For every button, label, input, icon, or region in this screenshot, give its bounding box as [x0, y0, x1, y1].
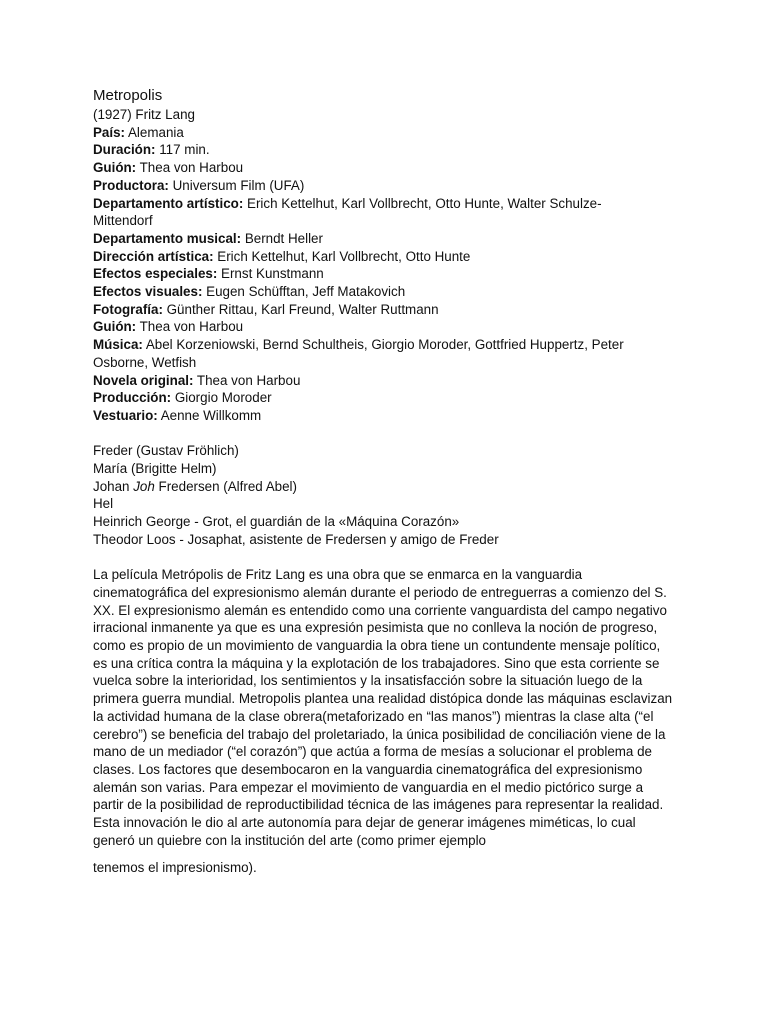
cast-johan-rest: Fredersen (Alfred Abel) [154, 478, 297, 494]
document-page [93, 86, 683, 876]
cast-johan-nickname: Joh [133, 478, 155, 494]
body-paragraph: La película Metrópolis de Fritz Lang es una obra que se enmarca en la vanguardia cinematográfica del expresionismo alemán durante el periodo de entreguerras a comienzo del S. XX. El expresionismo alemán es entendido como una corriente vanguardista del campo negativo irracional inmanente ya que es una expresión pesimista que no conlleva la noción de progreso, como es propio de un movimiento de vanguardia la obra tiene un contundente mensaje político, es una crítica contra la máquina y la explotación de los trabajadores. Sino que esta corriente se vuelca sobre la interioridad, los sentimientos y la insatisfacción sobre la situación luego de la primera guerra mundial. Metropolis plantea una realidad distópica donde las máquinas esclavizan la actividad humana de la clase obrera(metaforizado en “las manos”) mientras la clase alta (“el cerebro”) se beneficia del trabajo del proletariado, la única posibilidad de conciliación viene de la mano de un mediador (“el corazón”) que actúa a forma de mesías a solucionar el problema de clases. Los factores que desembocaron en la vanguardia cinematográfica del expresionismo alemán son varias. Para empezar el movimiento de vanguardia en el medio pictórico surge a partir de la posibilidad de reproductibilidad técnica de las imágenes para representar la realidad. Esta innovación le dio al arte autonomía para dejar de generar imágenes miméticas, lo cual generó un quiebre con la institución del arte (como primer ejemplo [93, 567, 673, 848]
field-value: Aenne Willkomm [157, 407, 262, 423]
field-label: Dirección artística: [93, 248, 214, 264]
field-produccion [93, 389, 683, 407]
field-label: Departamento musical: [93, 230, 242, 246]
cast-maria: María (Brigitte Helm) [93, 461, 217, 477]
field-label: Duración: [93, 142, 156, 158]
field-value: Erich Kettelhut, Karl Vollbrecht, Otto Hunte [213, 248, 471, 264]
field-label: Efectos visuales: [93, 284, 203, 300]
field-value: 117 min. [155, 142, 210, 158]
field-direccion-artistica [93, 248, 683, 266]
document-subtitle: (1927) Fritz Lang [93, 107, 195, 122]
field-vestuario [93, 407, 683, 425]
field-pais [93, 124, 683, 142]
cast-theodor: Theodor Loos - Josaphat, asistente de Fredersen y amigo de Freder [93, 531, 499, 547]
spacer [93, 549, 683, 567]
field-guion-2 [93, 318, 683, 336]
field-label: Fotografía: [93, 301, 163, 317]
field-departamento-musical [93, 230, 683, 248]
field-musica [93, 336, 663, 371]
field-label: Departamento artístico: [93, 195, 244, 211]
field-fotografia [93, 301, 683, 319]
body-paragraph-tail: tenemos el impresionismo). [93, 859, 257, 875]
cast-freder: Freder (Gustav Fröhlich) [93, 443, 239, 459]
field-label: Guión: [93, 160, 137, 176]
field-value: Thea von Harbou [136, 160, 244, 176]
field-value: Günther Rittau, Karl Freund, Walter Ruttmann [162, 301, 439, 317]
field-label: País: [93, 124, 126, 140]
field-value: Universum Film (UFA) [168, 177, 305, 193]
field-label: Efectos especiales: [93, 266, 218, 282]
field-value: Erich Kettelhut, Karl Vollbrecht, Otto Hunte, Walter Schulze-Mittendorf [93, 195, 602, 229]
field-value: Berndt Heller [241, 230, 323, 246]
cast-johan-first: Johan [93, 478, 134, 494]
field-value: Alemania [125, 124, 184, 140]
field-novela-original [93, 372, 683, 390]
cast-hel: Hel [93, 496, 114, 512]
field-value: Ernst Kunstmann [217, 266, 324, 282]
field-value: Giorgio Moroder [171, 390, 272, 406]
field-label: Música: [93, 337, 143, 353]
field-label: Novela original: [93, 372, 194, 388]
field-value: Eugen Schüfftan, Jeff Matakovich [202, 284, 406, 300]
spacer [93, 425, 683, 443]
field-productora [93, 177, 683, 195]
field-label: Vestuario: [93, 407, 158, 423]
field-efectos-especiales [93, 265, 683, 283]
field-value: Thea von Harbou [193, 372, 301, 388]
field-guion [93, 159, 683, 177]
field-label: Producción: [93, 390, 172, 406]
document-title: Metropolis [93, 87, 163, 104]
field-label: Productora: [93, 177, 169, 193]
field-efectos-visuales [93, 283, 683, 301]
field-departamento-artistico [93, 195, 638, 230]
field-label: Guión: [93, 319, 137, 335]
field-value: Abel Korzeniowski, Bernd Schultheis, Giorgio Moroder, Gottfried Huppertz, Peter Osborne, Wetfish [93, 337, 624, 370]
cast-heinrich: Heinrich George - Grot, el guardián de la «Máquina Corazón» [93, 514, 460, 530]
cast-johan [93, 478, 683, 496]
field-duracion [93, 141, 683, 159]
field-value: Thea von Harbou [136, 319, 244, 335]
